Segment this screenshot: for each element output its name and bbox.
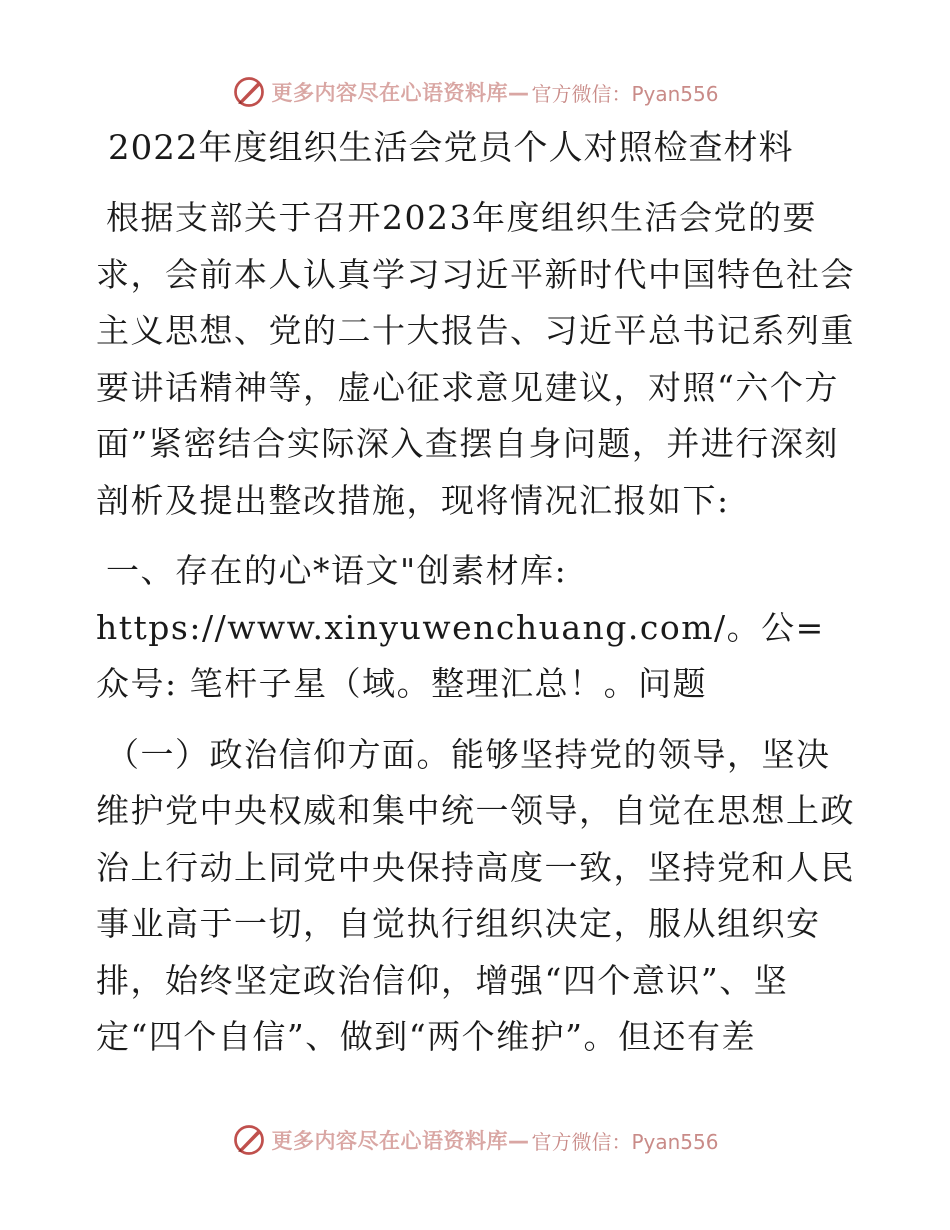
paragraph-intro: 根据支部关于召开2023年度组织生活会党的要求，会前本人认真学习习近平新时代中国特色社会主义思想、党的二十大报告、习近平总书记系列重要讲话精神等，虚心征求意见建议，对照“六个方面”紧密结合实际深入查摆自身问题，并进行深刻剖析及提出整改措施，现将情况汇报如下: [96,198,855,520]
header-watermark-banner [0,72,950,112]
quill-logo-icon [231,74,267,110]
quill-logo-icon [231,1122,267,1158]
document-title: 2022年度组织生活会党员个人对照检查材料 [108,128,794,168]
document-body [96,122,856,1066]
section-heading-problems: 一、存在的心*语文"创素材库: https://www.xinyuwenchuang.com/。公=众号: 笔杆子星（域。整理汇总！。问题 [96,551,825,703]
paragraph-political-belief: （一）政治信仰方面。能够坚持党的领导，坚决维护党中央权威和集中统一领导，自觉在思想上政治上行动上同党中央保持高度一致，坚持党和人民事业高于一切，自觉执行组织决定，服从组织安排，始终坚定政治信仰，增强“四个意识”、坚定“四个自信”、做到“两个维护”。但还有差 [96,734,855,1056]
banner-text: 更多内容尽在心语资料库— [271,1129,530,1153]
banner-text: 更多内容尽在心语资料库— [271,81,530,105]
banner-wechat: 官方微信：Pyan556 [531,1129,719,1154]
banner-wechat: 官方微信：Pyan556 [531,81,719,106]
footer-watermark-banner [0,1120,950,1160]
